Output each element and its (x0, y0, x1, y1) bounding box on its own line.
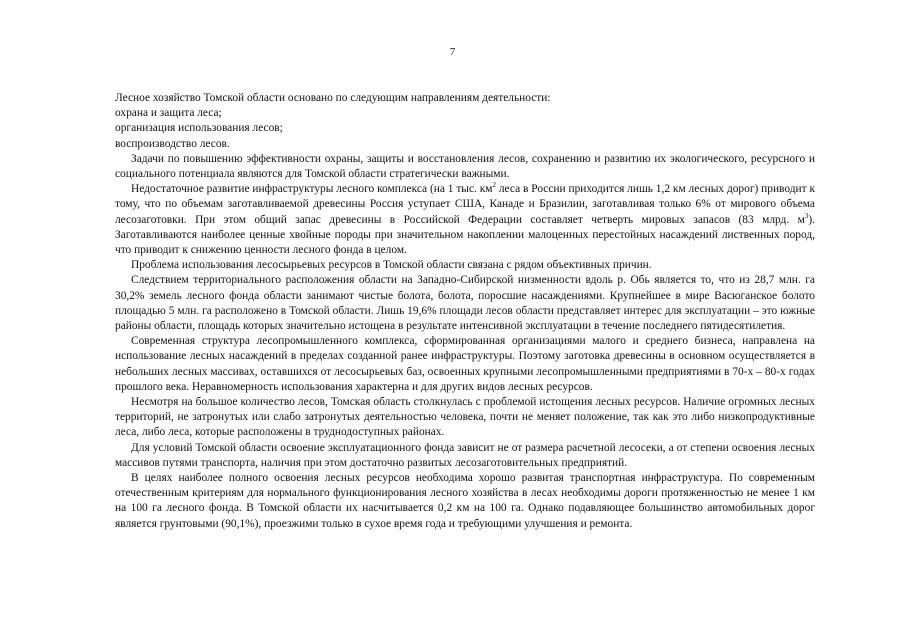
paragraph-depletion: Несмотря на большое количество лесов, Томская область столкнулась с проблемой истощения лесных ресурсов. Наличие огромных лесных территорий, не затронутых или слабо затронутых деятельностью человека, почти не меняет положение, так как это либо низкопродуктивные леса, либо леса, которые расположены в труднодоступных районах. (115, 396, 815, 439)
list-item: организация использования лесов; (115, 122, 283, 135)
paragraph-location: Следствием территориального расположения области на Западно-Сибирской низменности вдоль р. Обь является то, что из 28,7 млн. га 30,2% земель лесного фонда области занимают чистые болота, болота, поросшие насаждениями. Крупнейшее в мире Васюганское болото площадью 5 млн. га расположено в Томской области. Лишь 19,6% площади лесов области представляет интерес для эксплуатации – это южные районы области, площадь которых значительно истощена в результате интенсивной эксплуатации в течение последнего пятидесятилетия. (115, 274, 815, 333)
paragraph-problem: Проблема использования лесосырьевых ресурсов в Томской области связана с рядом объективных причин. (131, 259, 652, 272)
paragraph-conditions: Для условий Томской области освоение эксплуатационного фонда зависит не от размера расчетной лесосеки, а от степени освоения лесных массивов путями транспорта, наличия при этом достаточно развитых лесозаготовительных предприятий. (115, 441, 815, 469)
page-number: 7 (449, 46, 456, 58)
paragraph-transport: В целях наиболее полного освоения лесных ресурсов необходима хорошо развитая транспортная инфраструктура. По современным отечественным критериям для нормального функционирования лесного хозяйства в лесах необходимы дороги протяженностью не менее 1 км на 100 га лесного фонда. В Томской области их насчитывается 0,2 км на 100 га. Однако подавляющее большинство автомобильных дорог является грунтовыми (90,1%), проезжими только в сухое время года и требующими улучшения и ремонта. (115, 472, 815, 530)
intro-paragraph: Лесное хозяйство Томской области основано по следующим направлениям деятельности: (115, 92, 551, 104)
paragraph-infrastructure-text-2: леса в России приходится лишь 1,2 км лесных дорог) приводит к тому, что по объемам заготавливаемой древесины Россия уступает США, Канаде и Бразилии, заготавливая только 6% от мирового объема лесозаготовки. При этом общий запас древесины в Российской Федерации составляет четверть мировых запасов (83 млрд. м (115, 183, 815, 226)
superscript-3: 3 (804, 211, 809, 220)
paragraph-structure: Современная структура лесопромышленного комплекса, сформированная организациями малого и среднего бизнеса, направлена на использование лесных насаждений в пределах созданной ранее инфраструктуры. Поэтому заготовка древесины в основном осуществляется в небольших лесных массивах, оставшихся от лесосырьевых баз, освоенных крупными лесопромышленными предприятиями в 70-х – 80-х годах прошлого века. Неравномерность использования характерна и для других видов лесных ресурсов. (115, 335, 815, 393)
document-body (115, 91, 815, 532)
superscript-2: 2 (492, 181, 496, 190)
paragraph-goals: Задачи по повышению эффективности охраны, защиты и восстановления лесов, сохранению и развитию их экологического, ресурсного и социального потенциала являются для Томской области стратегически важными. (115, 152, 815, 181)
paragraph-infrastructure-text-3: ). Заготавливаются наиболее ценные хвойные породы при значительном накоплении малоценных перестойных насаждений лиственных пород, что приводит к снижению ценности лесного фонда в целом. (115, 213, 815, 257)
list-item: охрана и защита леса; (115, 107, 222, 120)
list-item: воспроизводство лесов. (115, 137, 230, 150)
paragraph-infrastructure-text-1: Недостаточное развитие инфраструктуры лесного комплекса (на 1 тыс. км (131, 183, 493, 196)
paragraph-infrastructure (115, 182, 815, 258)
